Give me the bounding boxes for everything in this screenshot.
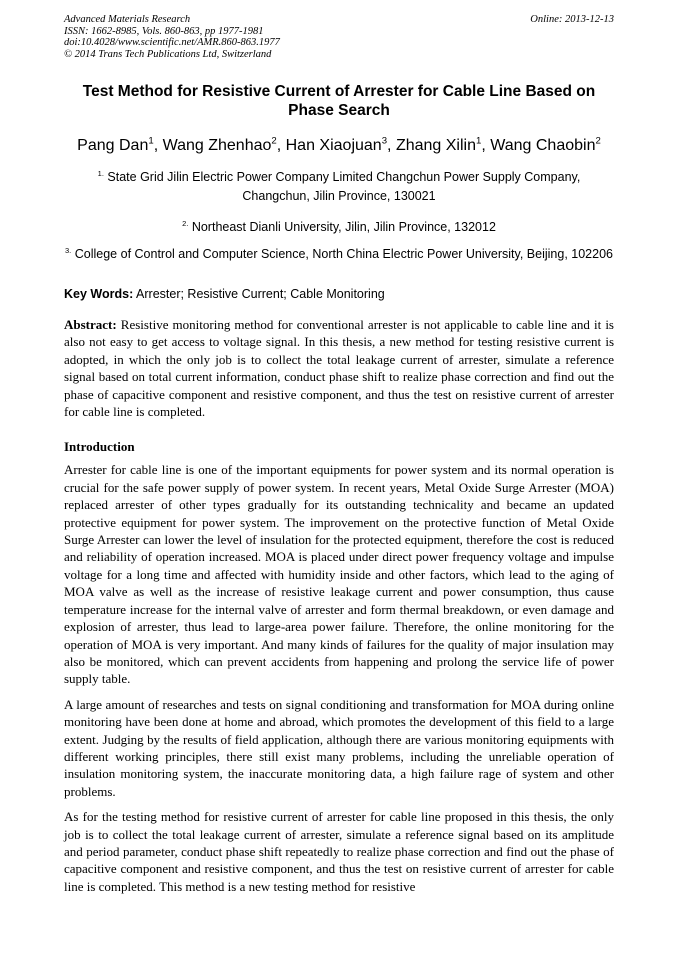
affiliation-mark: 2. [182, 218, 189, 228]
author-name: Han Xiaojuan [285, 137, 382, 154]
author-name: Zhang Xilin [395, 137, 476, 154]
author-name: Wang Chaobin [490, 137, 596, 154]
journal-header [64, 14, 614, 60]
affiliation-text: State Grid Jilin Electric Power Company Limited Changchun Power Supply Company, Changchun, Jilin Province, 130021 [107, 170, 581, 203]
paper-title: Test Method for Resistive Current of Arrester for Cable Line Based on Phase Search [82, 83, 596, 119]
copyright-line: © 2014 Trans Tech Publications Ltd, Switzerland [64, 48, 272, 60]
keywords-label: Key Words: [64, 287, 134, 301]
online-date: Online: 2013-12-13 [530, 14, 614, 25]
affiliation [64, 168, 614, 206]
author-affiliation-mark: 2 [595, 135, 601, 147]
affiliation-text: Northeast Dianli University, Jilin, Jilin Province, 132012 [191, 220, 496, 234]
keywords-text: Arrester; Resistive Current; Cable Monitoring [136, 287, 385, 301]
author-affiliation-mark: 2 [271, 135, 277, 147]
affiliation-mark: 1. [97, 168, 104, 178]
author-list: Pang Dan$^1$, Wang Zhenhao$^2$, Han Xiaojuan$^3$, Zhang Xilin$^1$, Wang Chaobin$^2$ [77, 135, 601, 154]
body-paragraph: Arrester for cable line is one of the important equipments for power system and its normal operation is crucial for the safe power supply of power system. In recent years, Metal Oxide Surge Arrester (MOA) replaced arrester of other types gradually for its outstanding technicality and became an updated protective equipment for power system. The improvement on the protective function of Metal Oxide Surge Arrester can lower the level of insulation for the protected equipment, therefore the cost is reduced and reliability of operation increased. MOA is placed under direct power frequency voltage and impulse voltage for a long time and affected with humidity inside and other factors, which lead to the aging of MOA valve as well as the increase of resistive leakage current and power consumption, thus cause temperature increase for the internal valve of arrester and form thermal breakdown, or even damage and explosion of arrester, thus lead to large-area power failure. Therefore, the online monitoring for the operation of MOA is very important. And many kinds of failures for the quality of major insulation may also be monitored, which can prevent accidents from happening and prolong the service life of power supply table. [64, 462, 614, 687]
section-heading-introduction: Introduction [64, 439, 135, 455]
author-affiliation-mark: 1 [148, 135, 154, 147]
doi-line: doi:10.4028/www.scientific.net/AMR.860-863.1977 [64, 37, 280, 48]
affiliation [64, 245, 614, 264]
author-name: Pang Dan [77, 137, 149, 154]
affiliation-mark: 3. [65, 245, 72, 255]
body-paragraph: A large amount of researches and tests on signal conditioning and transformation for MOA during online monitoring have been done at home and abroad, which promotes the development of this field to a large extent. Judging by the results of field application, although there are various monitoring equipments with different working principles, there still exist many problems, including the unreliable operation of insulation monitoring system, the inaccurate monitoring data, a high failure rage of system and other problems. [64, 696, 614, 799]
issn-line: ISSN: 1662-8985, Vols. 860-863, pp 1977-1981 [64, 25, 264, 37]
body-paragraph: As for the testing method for resistive current of arrester for cable line proposed in this thesis, the only job is to collect the total leakage current of arrester, simulate a reference signal based on its amplitude and period parameter, conduct phase shift repeatedly to realize phase correction and find out the phase of capacitive component and resistive component, and thus the test on resistive current of arrester for cable line is completed. This method is a new testing method for resistive [64, 809, 614, 894]
author-affiliation-mark: 3 [381, 135, 388, 147]
author-name: Wang Zhenhao [162, 137, 272, 154]
journal-name: Advanced Materials Research [64, 14, 191, 25]
affiliation-text: College of Control and Computer Science, North China Electric Power University, Beijing, 102206 [74, 247, 613, 261]
abstract-label: Abstract: [64, 317, 117, 332]
author-affiliation-mark: 1 [475, 135, 482, 147]
abstract [64, 316, 614, 420]
keywords [64, 286, 614, 302]
affiliation [64, 218, 614, 237]
abstract-text: Resistive monitoring method for conventional arrester is not applicable to cable line and it is also not easy to get access to voltage signal. In this thesis, a new method for testing resistive current is adopted, in which the only job is to collect the total leakage current of arrester, simulate a reference signal based on total current information, conduct phase shift to realize phase correction and find out the phase of capacitive component and resistive component, and thus the test on resistive current of arrester for cable line is completed. [64, 317, 614, 420]
